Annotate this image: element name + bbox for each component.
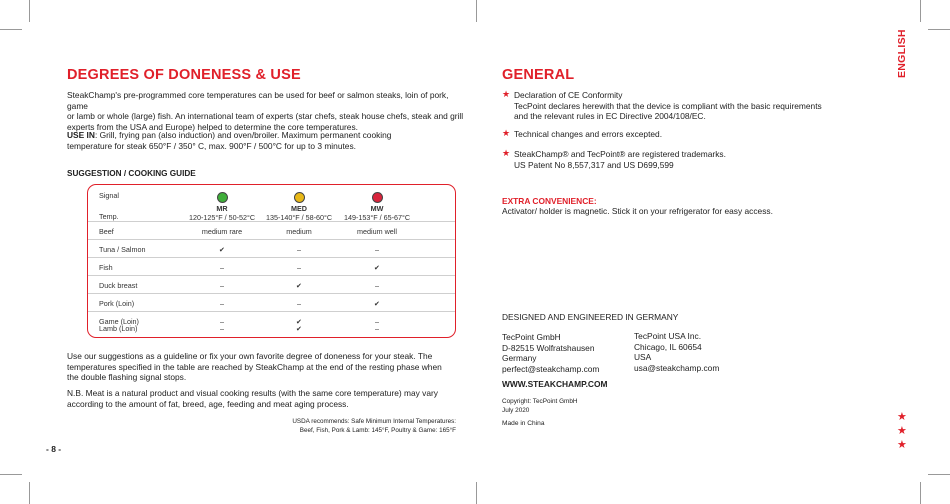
signal-label: Signal (99, 191, 119, 200)
table-cell: ✔ (295, 281, 303, 290)
table-cell: – (220, 317, 224, 326)
website-link: WWW.STEAKCHAMP.COM (502, 379, 608, 389)
table-row (88, 239, 455, 258)
table-cell: ✔ (373, 263, 381, 272)
text-line: SteakChamp® and TecPoint® are registered trademarks. (514, 149, 726, 159)
section-title-doneness: DEGREES OF DONENESS & USE (67, 67, 301, 83)
temp-label: Temp. (99, 212, 119, 221)
extra-convenience-title: EXTRA CONVENIENCE: (502, 196, 597, 206)
text-line: Technical changes and errors excepted. (514, 129, 663, 139)
table-cell: ✔ (295, 324, 303, 333)
text-line: the double flashing signal stops. (67, 372, 187, 383)
column-range: 149-153°F / 65-67°C (343, 213, 411, 222)
table-cell: – (297, 299, 301, 308)
column-range: 120-125°F / 50-52°C (188, 213, 256, 222)
general-item-trademarks (514, 149, 834, 170)
general-item-changes (514, 129, 834, 140)
text-line: according to the amount of fat, breed, age, feeding and meat aging process. (67, 398, 349, 409)
row-label: Game (Loin) (99, 317, 139, 326)
text-line: N.B. Meat is a natural product and visual cooking results (with the same core temperature) may vary (67, 388, 438, 398)
designed-in-germany: DESIGNED AND ENGINEERED IN GERMANY (502, 312, 679, 322)
cooking-guide-table (87, 184, 456, 338)
text-line: : Grill, frying pan (also induction) and oven/broiler. Maximum permanent cooking (94, 130, 392, 140)
column-name: MW (370, 204, 384, 213)
star-icon: ★ (502, 128, 511, 138)
text-line: temperature for steak 650°F / 350° C, max. 900°F / 500°C for up to 3 minutes. (67, 140, 356, 151)
crop-mark (920, 482, 921, 504)
row-label: Tuna / Salmon (99, 245, 146, 254)
signal-green-icon (217, 192, 228, 203)
crop-mark (920, 0, 921, 22)
table-cell: – (220, 263, 224, 272)
text-line: TecPoint declares herewith that the device is compliant with the basic requirements (514, 100, 822, 111)
text-line: Chicago, IL 60654 (634, 341, 702, 352)
text-line: July 2020 (502, 406, 530, 414)
table-cell: medium (286, 227, 312, 236)
signal-red-icon (372, 192, 383, 203)
table-cell: – (297, 263, 301, 272)
table-cell: – (375, 324, 379, 333)
text-line: Copyright: TecPoint GmbH (502, 398, 578, 405)
nb-paragraph (67, 388, 467, 409)
text-line: TecPoint USA Inc. (634, 331, 702, 341)
text-line: temperatures specified in the table are reached by SteakChamp at the end of the resting phase when (67, 361, 442, 372)
table-row (88, 275, 455, 294)
extra-convenience-text: Activator/ holder is magnetic. Stick it on your refrigerator for easy access. (502, 206, 773, 216)
crop-mark (476, 0, 477, 22)
text-line: USDA recommends: Safe Minimum Internal Temperatures: (292, 418, 456, 425)
row-label: Duck breast (99, 281, 138, 290)
text-line: D-82515 Wolfratshausen (502, 342, 595, 353)
table-cell: – (297, 245, 301, 254)
table-cell: medium rare (201, 227, 243, 236)
guideline-paragraph (67, 351, 467, 383)
text-line: and the relevant rules in EC Directive 2004/108/EC. (514, 111, 706, 122)
star-icon: ★ (897, 439, 907, 451)
table-cell: – (375, 317, 379, 326)
row-label: Fish (99, 263, 113, 272)
table-cell: medium well (357, 227, 397, 236)
text-line: USA (634, 352, 652, 363)
email-text: usa@steakchamp.com (634, 362, 720, 373)
column-name: MR (216, 204, 228, 213)
table-cell: ✔ (373, 299, 381, 308)
text-line: or lamb or whole (large) fish. An international team of experts (star chefs, steak house chefs, steak and grill (67, 111, 464, 122)
language-side-label: ENGLISH (896, 29, 908, 78)
table-cell: – (375, 281, 379, 290)
table-row (88, 257, 455, 276)
column-range: 135-140°F / 58-60°C (265, 213, 333, 222)
text-line: Beef, Fish, Pork & Lamb: 145°F, Poultry & Game: 165°F (299, 426, 456, 434)
crop-mark (29, 482, 30, 504)
address-germany (502, 332, 632, 374)
table-cell: – (220, 324, 224, 333)
address-usa (634, 331, 764, 373)
copyright (502, 398, 578, 415)
crop-mark (0, 29, 22, 30)
crop-mark (476, 482, 477, 504)
text-line: Germany (502, 353, 537, 364)
text-line: Declaration of CE Conformity (514, 90, 623, 100)
text-line: US Patent No 8,557,317 and US D699,599 (514, 159, 674, 170)
usda-note (256, 418, 456, 435)
row-label: Pork (Loin) (99, 299, 135, 308)
email-text: perfect@steakchamp.com (502, 363, 600, 374)
general-item-ce (514, 90, 834, 122)
crop-mark (0, 474, 22, 475)
text-line: Use our suggestions as a guideline or fix your own favorite degree of doneness for your steak. The (67, 351, 433, 361)
text-line: TecPoint GmbH (502, 332, 561, 342)
star-icon: ★ (897, 425, 907, 437)
table-cell: – (220, 281, 224, 290)
section-title-general: GENERAL (502, 67, 575, 83)
row-label: Lamb (Loin) (99, 324, 138, 333)
table-row (88, 293, 455, 312)
star-icon: ★ (502, 89, 511, 99)
made-in: Made in China (502, 420, 545, 427)
table-cell: ✔ (295, 317, 303, 326)
star-icon: ★ (897, 411, 907, 423)
text-line: experts from the USA and Europe) helped to determine the core temperatures. (67, 121, 358, 132)
table-cell: ✔ (218, 245, 226, 254)
table-header-row (88, 190, 455, 220)
table-cell: – (375, 245, 379, 254)
crop-mark (928, 474, 950, 475)
crop-mark (928, 29, 950, 30)
crop-mark (29, 0, 30, 22)
use-in-label: USE IN (67, 130, 95, 140)
signal-yellow-icon (294, 192, 305, 203)
column-name: MED (291, 204, 307, 213)
use-in-paragraph (67, 130, 467, 151)
cooking-guide-title: SUGGESTION / COOKING GUIDE (67, 169, 196, 178)
intro-paragraph (67, 90, 467, 132)
star-icon: ★ (502, 148, 511, 158)
row-label: Beef (99, 227, 114, 236)
table-cell: – (220, 299, 224, 308)
table-row (88, 319, 455, 336)
table-row (88, 221, 455, 240)
text-line: SteakChamp's pre-programmed core temperatures can be used for beef or salmon steaks, loin of pork, game (67, 90, 449, 111)
page-number: - 8 - (46, 444, 62, 454)
